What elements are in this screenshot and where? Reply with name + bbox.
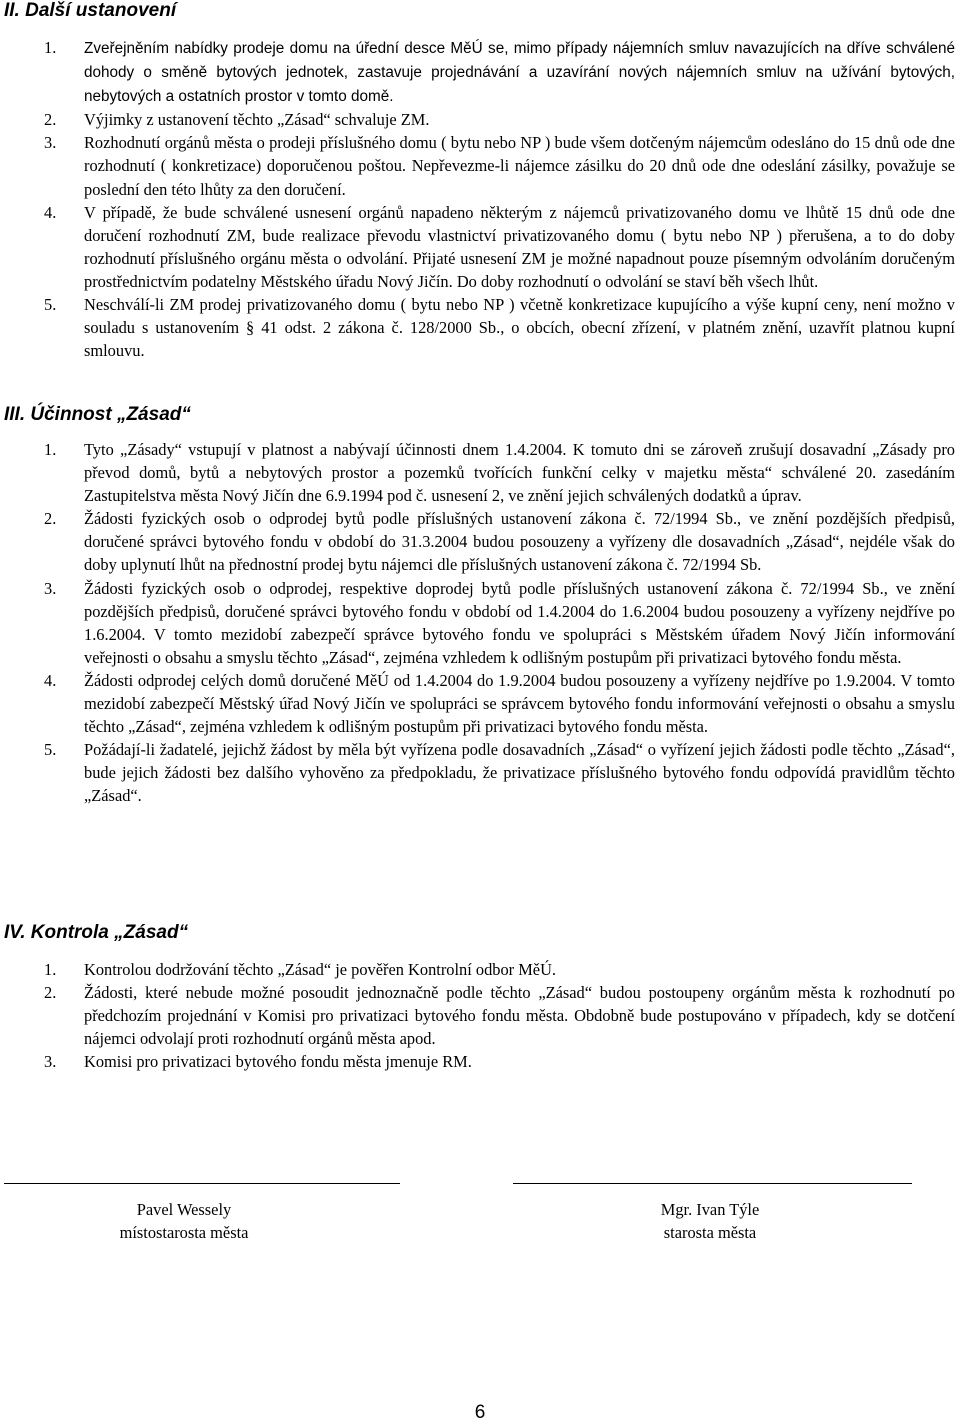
section-heading: II. Další ustanovení — [4, 0, 177, 21]
list-item: 1. Tyto „Zásady“ vstupují v platnost a nabývají účinnosti dnem 1.4.2004. K tomuto dni se zároveň zrušují dosavadní „Zásady pro převod domů, bytů a nebytových prostor a pozemků tvořících funkční celky v majetku města“ schválené 20. zasedáním Zastupitelstva města Nový Jičín dne 6.9.1994 pod č. usnesení 2, ve znění jejich schválených dodatků a úprav. — [44, 440, 955, 506]
list-item: 4. V případě, že bude schválené usnesení orgánů napadeno některým z nájemců privatizovaného domu ve lhůtě 15 dnů ode dne doručení rozhodnutí ZM, bude realizace převodu vlastnictví privatizovaného domu ( bytu nebo NP ) přerušena, a to do doby rozhodnutí příslušného orgánu města o odvolání. Přijaté usnesení ZM je možné napadnout pouze písemným odvoláním doručeným prostřednictvím podatelny Městského úřadu Nový Jičín. Do doby rozhodnutí o odvolání se staví běh všech lhůt. — [44, 202, 955, 291]
section-heading: III. Účinnost „Zásad“ — [4, 404, 191, 425]
signature-line — [4, 1183, 400, 1184]
list-item: 3. Komisi pro privatizaci bytového fondu města jmenuje RM. — [44, 1052, 472, 1072]
list-item: 1. Kontrolou dodržování těchto „Zásad“ je pověřen Kontrolní odbor MěÚ. — [44, 960, 557, 979]
list-item: 4. Žádosti odprodej celých domů doručené MěÚ od 1.4.2004 do 1.9.2004 budou posouzeny a vyřízeny nejdříve po 1.9.2004. V tomto mezidobí zabezpečí Městský úřad Nový Jičín ve spolupráci se správcem bytového fondu informování veřejnosti o obsahu a smyslu těchto „Zásad“, zejména vzhledem k odlišným postupům při privatizaci bytového fondu města. — [44, 670, 955, 737]
list-item: 2. Výjimky z ustanovení těchto „Zásad“ schvaluje ZM. — [44, 110, 430, 130]
section-list — [44, 36, 955, 362]
signature-block — [60, 1198, 308, 1244]
list-item: 2. Žádosti fyzických osob o odprodej bytů podle příslušných ustanovení zákona č. 72/1994 Sb., ve znění pozdějších předpisů, doručené správci bytového fondu v období do 31.3.2004 budou posouzeny a vyřízeny dle dosavadních „Zásad“, nejdéle však do doby uplynutí lhůt na přednostní prodej bytu nájemci dle příslušných ustanovení zákona č. 72/1994 Sb. — [44, 509, 955, 575]
signer-title: místostarosta města — [119, 1223, 249, 1242]
section-list — [44, 958, 955, 1073]
list-item: 5. Požádají-li žadatelé, jejichž žádost by měla být vyřízena podle dosavadních „Zásad“ o vyřízení jejich žádosti podle těchto „Zásad“, bude jejich žádosti bez dalšího vyhověno za předpokladu, že privatizace příslušného bytového fondu odpovídá pravidlům těchto „Zásad“. — [44, 740, 955, 806]
signer-name: Mgr. Ivan Týle — [660, 1200, 760, 1219]
signature-line — [513, 1183, 912, 1184]
list-item: 5. Neschválí-li ZM prodej privatizovaného domu ( bytu nebo NP ) včetně konkretizace kupujícího a výše kupní ceny, není možno v souladu s ustanovením § 41 odst. 2 zákona č. 128/2000 Sb., o obcích, obecní zřízení, v platném znění, uzavřít platnou kupní smlouvu. — [44, 295, 955, 361]
list-item: 3. Žádosti fyzických osob o odprodej, respektive doprodej bytů podle příslušných ustanovení zákona č. 72/1994 Sb., ve znění pozdějších předpisů, doručené správci bytového fondu v období od 1.4.2004 do 1.6.2004 budou posouzeny a vyřízeny nejdříve po 1.6.2004. V tomto mezidobí zabezpečí správce bytového fondu ve spolupráci s Městském úřadem Nový Jičín informování veřejnosti o obsahu a smyslu těchto „Zásad“, zejména vzhledem k odlišným postupům při privatizaci bytového fondu města. — [44, 578, 955, 667]
section-list — [44, 438, 955, 808]
section-heading: IV. Kontrola „Zásad“ — [4, 922, 189, 943]
page-number: 6 — [474, 1402, 486, 1423]
list-item: 1. Zveřejněním nabídky prodeje domu na úřední desce MěÚ se, mimo případy nájemních smluv navazujících na dříve schválené dohody o směně bytových jednotek, zastavuje projednávání a uzavírání nových nájemních smluv na užívání bytových, nebytových a ostatních prostor v tomto domě. — [44, 38, 955, 106]
signer-title: starosta města — [663, 1223, 757, 1242]
signer-name: Pavel Wessely — [136, 1200, 232, 1219]
list-item: 3. Rozhodnutí orgánů města o prodeji příslušného domu ( bytu nebo NP ) bude všem dotčeným nájemcům odesláno do 15 dnů ode dne rozhodnutí ( konkretizace) doporučenou poštou. Nepřevezme-li nájemce zásilku do 20 dnů ode dne odeslání zásilky, považuje se poslední den této lhůty za den doručení. — [44, 133, 955, 199]
signature-block — [590, 1198, 830, 1244]
list-item: 2. Žádosti, které nebude možné posoudit jednoznačně podle těchto „Zásad“ budou postoupeny orgánům města k rozhodnutí po předchozím projednání v Komisi pro privatizaci bytového fondu města. Obdobně bude postupováno v případech, kdy se dotčení nájemci odvolají proti rozhodnutí orgánů města apod. — [44, 983, 955, 1049]
